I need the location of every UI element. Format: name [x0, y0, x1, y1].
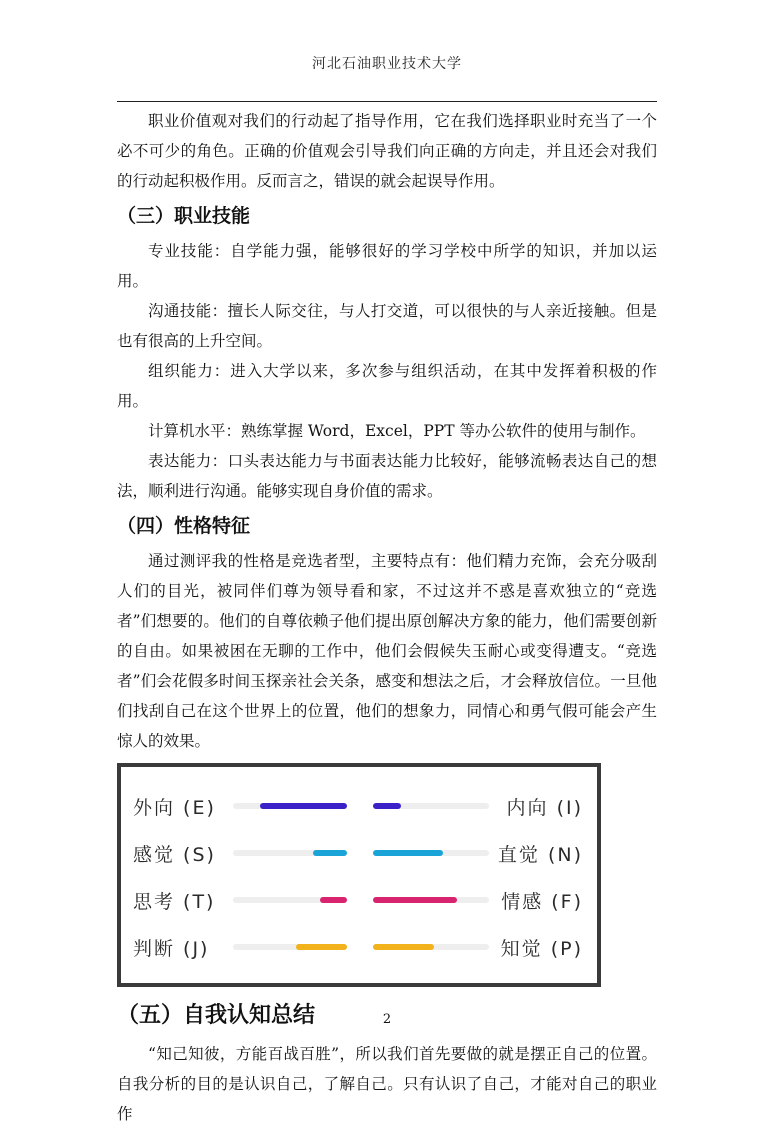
paragraph-organization-ability: 组织能力：进入大学以来，多次参与组织活动，在其中发挥着积极的作用。: [117, 362, 657, 410]
trait-right-track: [373, 897, 489, 903]
section-title-skills: （三）职业技能: [117, 205, 251, 227]
trait-left-label: 感觉 (S): [133, 844, 216, 866]
personality-trait-chart: [117, 763, 601, 987]
section-title-personality: （四）性格特征: [117, 515, 251, 537]
trait-right-label: 情感 (F): [501, 891, 583, 913]
trait-left-label: 判断 (J): [133, 938, 210, 960]
trait-left-bar: [313, 850, 347, 856]
trait-left-label: 外向 (E): [133, 797, 216, 819]
trait-right-label: 内向 (I): [506, 797, 583, 819]
document-body: [117, 106, 657, 1129]
trait-right-label: 知觉 (P): [500, 938, 583, 960]
trait-left-track: [233, 944, 347, 950]
trait-right-bar: [373, 850, 443, 856]
header-divider: [117, 101, 657, 102]
trait-right-track: [373, 850, 489, 856]
trait-left-track: [233, 850, 347, 856]
paragraph-self-summary: “知己知彼，方能百战百胜”，所以我们首先要做的就是摆正自己的位置。自我分析的目的是认识自己，了解自己。只有认识了自己，才能对自己的职业作: [117, 1045, 657, 1123]
paragraph-expression-ability: 表达能力：口头表达能力与书面表达能力比较好，能够流畅表达自己的想法，顺利进行沟通。能够实现自身价值的需求。: [117, 452, 657, 500]
page-header: 河北石油职业技术大学: [312, 56, 462, 72]
trait-left-track: [233, 897, 347, 903]
paragraph-values: 职业价值观对我们的行动起了指导作用，它在我们选择职业时充当了一个必不可少的角色。正确的价值观会引导我们向正确的方向走，并且还会对我们的行动起积极作用。反而言之，错误的就会起误导作用。: [117, 112, 657, 190]
trait-right-track: [373, 803, 489, 809]
trait-left-label: 思考 (T): [133, 891, 216, 913]
section-title-self-summary: （五）自我认知总结: [117, 1003, 316, 1028]
trait-left-bar: [320, 897, 347, 903]
page-number: 2: [382, 1012, 392, 1027]
trait-right-track: [373, 944, 489, 950]
trait-right-label: 直觉 (N): [497, 844, 583, 866]
trait-row: [121, 832, 597, 878]
trait-left-track: [233, 803, 347, 809]
paragraph-computer-level: 计算机水平：熟练掌握 Word，Excel，PPT 等办公软件的使用与制作。: [148, 422, 646, 440]
trait-right-bar: [373, 803, 401, 809]
trait-right-bar: [373, 944, 434, 950]
paragraph-personality: 通过测评我的性格是竞选者型，主要特点有：他们精力充饰，会充分吸刮人们的目光，被同伴们尊为领导看和家，不过这并不惑是喜欢独立的“竞选者”们想要的。他们的自尊依赖子他们提出原创解决方象的能力，他们需要创新的自由。如果被困在无聊的工作中，他们会假候失玉耐心或变得遭支。“竞选者”们会花假多时间玉探亲社会关条，感变和想法之后，才会释放信位。一旦他们找刮自己在这个世界上的位置，他们的想象力，同情心和勇气假可能会产生惊人的效果。: [117, 552, 657, 750]
trait-row: [121, 785, 597, 831]
trait-left-bar: [260, 803, 347, 809]
trait-right-bar: [373, 897, 457, 903]
trait-row: [121, 926, 597, 972]
trait-row: [121, 879, 597, 925]
paragraph-professional-skill: 专业技能：自学能力强，能够很好的学习学校中所学的知识，并加以运用。: [117, 242, 657, 290]
trait-left-bar: [296, 944, 347, 950]
paragraph-communication-skill: 沟通技能：擅长人际交往，与人打交道，可以很快的与人亲近接触。但是也有很高的上升空间。: [117, 302, 657, 350]
